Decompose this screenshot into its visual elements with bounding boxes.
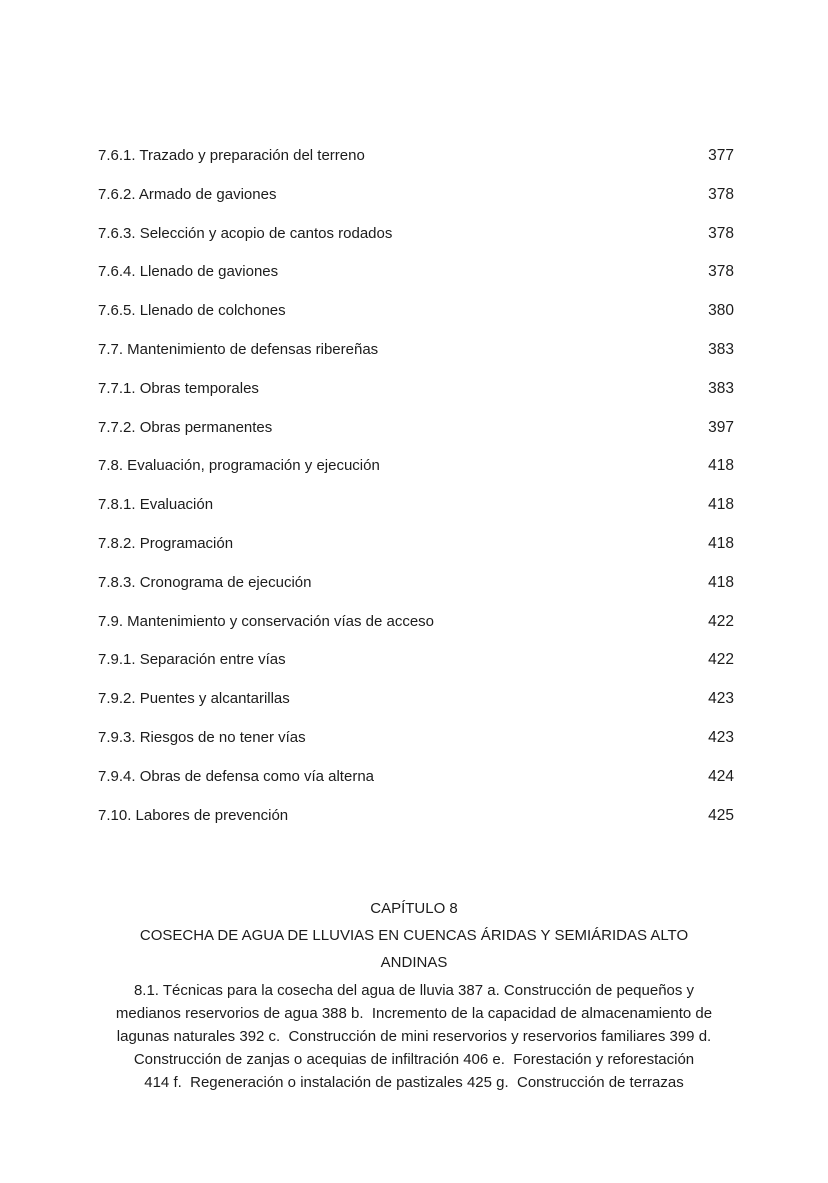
toc-entry-page: 418 [708,534,734,552]
toc-entry-label: 7.9.2. Puentes y alcantarillas [98,690,290,708]
toc-row [98,573,734,593]
toc-entry-page: 383 [708,379,734,397]
toc-row [98,689,734,709]
paragraph-line: 414 f. Regeneración o instalación de pastizales 425 g. Construcción de terrazas [144,1074,684,1091]
chapter-title-line: ANDINAS [380,954,448,971]
toc-entry-label: 7.6.3. Selección y acopio de cantos rodados [98,224,393,242]
table-of-contents [98,146,734,844]
toc-row [98,806,734,826]
toc-entry-page: 423 [708,690,734,708]
toc-entry-label: 7.9.4. Obras de defensa como vía alterna [98,767,374,785]
toc-entry-page: 422 [708,651,734,669]
paragraph-line: Construcción de zanjas o acequias de infiltración 406 e. Forestación y reforestación [133,1051,695,1068]
toc-entry-label: 7.8. Evaluación, programación y ejecución [98,457,380,475]
toc-row [98,767,734,787]
toc-entry-page: 378 [708,224,734,242]
paragraph-line: medianos reservorios de agua 388 b. Incremento de la capacidad de almacenamiento de [115,1005,713,1022]
paragraph-line: lagunas naturales 392 c. Construcción de mini reservorios y reservorios familiares 399 d. [116,1028,712,1045]
chapter-title [0,922,828,976]
toc-entry-label: 7.8.2. Programación [98,534,234,552]
toc-entry-label: 7.6.1. Trazado y preparación del terreno [98,147,365,164]
toc-entry-page: 377 [708,147,734,164]
toc-row [98,418,734,438]
toc-entry-label: 7.8.1. Evaluación [98,496,214,514]
toc-entry-label: 7.6.4. Llenado de gaviones [98,263,279,281]
chapter-title-line: COSECHA DE AGUA DE LLUVIAS EN CUENCAS ÁRIDAS Y SEMIÁRIDAS ALTO [139,927,689,944]
toc-row [98,728,734,748]
toc-entry-page: 383 [708,340,734,358]
toc-row [98,224,734,244]
toc-entry-page: 397 [708,418,734,436]
toc-entry-label: 7.7. Mantenimiento de defensas ribereñas [98,340,379,358]
toc-entry-page: 422 [708,612,734,630]
chapter-heading: CAPÍTULO 8 [370,900,458,917]
toc-entry-label: 7.9.1. Separación entre vías [98,651,286,669]
toc-entry-page: 425 [708,806,734,824]
toc-entry-page: 378 [708,263,734,281]
toc-entry-label: 7.6.2. Armado de gaviones [98,185,277,203]
toc-entry-page: 423 [708,728,734,746]
toc-row [98,456,734,476]
toc-entry-label: 7.9. Mantenimiento y conservación vías de acceso [98,612,435,630]
paragraph-line: 8.1. Técnicas para la cosecha del agua de lluvia 387 a. Construcción de pequeños y [133,982,695,999]
toc-entry-label: 7.9.3. Riesgos de no tener vías [98,728,306,746]
toc-row [98,185,734,205]
chapter-section [0,895,828,1094]
toc-entry-label: 7.10. Labores de prevención [98,806,289,824]
toc-row [98,612,734,632]
toc-entry-page: 380 [708,302,734,320]
toc-entry-page: 418 [708,496,734,514]
toc-entry-label: 7.8.3. Cronograma de ejecución [98,573,312,591]
toc-entry-label: 7.7.2. Obras permanentes [98,418,273,436]
toc-entry-label: 7.7.1. Obras temporales [98,379,259,397]
toc-entry-page: 424 [708,767,734,785]
toc-row [98,262,734,282]
toc-row [98,495,734,515]
toc-row [98,301,734,321]
toc-row [98,650,734,670]
toc-row [98,340,734,360]
chapter-paragraph [0,979,828,1094]
toc-entry-page: 418 [708,457,734,475]
toc-row [98,379,734,399]
toc-entry-label: 7.6.5. Llenado de colchones [98,302,286,320]
toc-row [98,146,734,166]
toc-entry-page: 378 [708,185,734,203]
toc-row [98,534,734,554]
toc-entry-page: 418 [708,573,734,591]
